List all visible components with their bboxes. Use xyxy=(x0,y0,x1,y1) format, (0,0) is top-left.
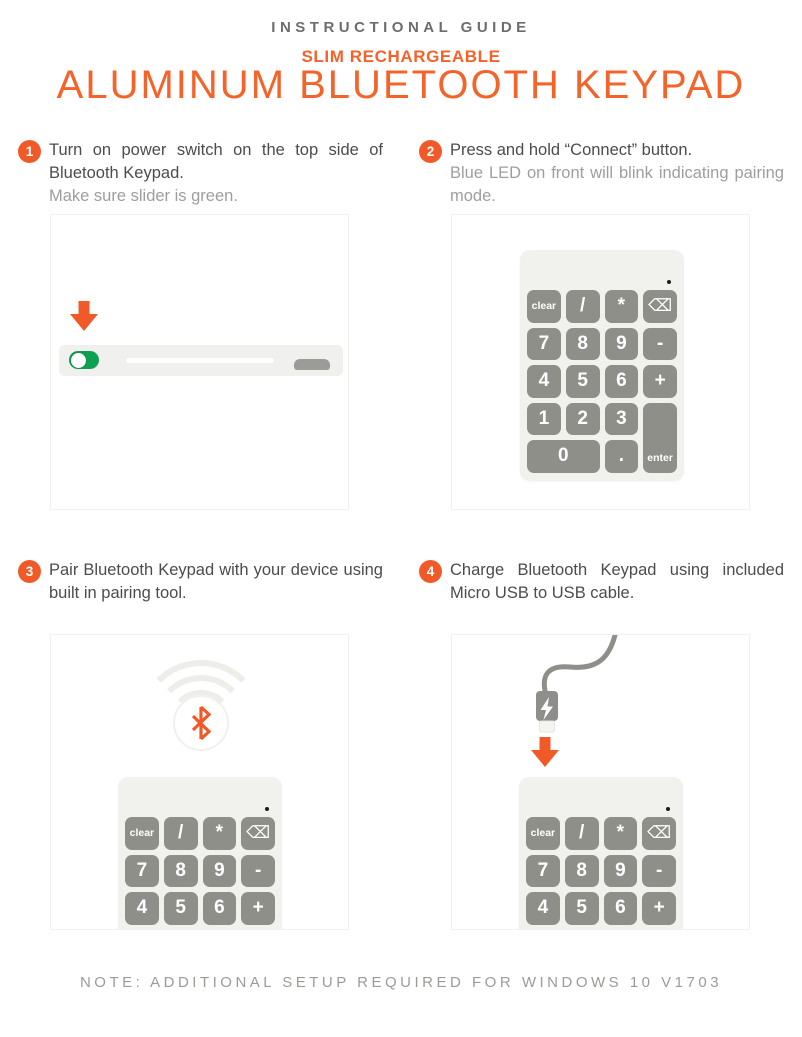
keypad-key-4: 4 xyxy=(527,365,561,398)
keypad-key-9: 9 xyxy=(605,328,639,361)
keypad-key-8: 8 xyxy=(565,855,599,888)
keypad-key-minus: - xyxy=(241,855,275,888)
keypad-key-5: 5 xyxy=(164,892,198,925)
keypad-key-3 xyxy=(203,930,237,931)
keypad-key-8: 8 xyxy=(566,328,600,361)
step-2-subnote: Blue LED on front will blink indicating pairing mode. xyxy=(450,164,784,205)
page-title: ALUMINUM BLUETOOTH KEYPAD xyxy=(56,63,746,107)
keypad-key-clear: clear xyxy=(527,290,561,323)
keypad-key-8: 8 xyxy=(164,855,198,888)
keypad-key-divide: / xyxy=(164,817,198,850)
guide-eyebrow: INSTRUCTIONAL GUIDE xyxy=(271,19,531,36)
keypad-key-9: 9 xyxy=(203,855,237,888)
keypad-key-minus: - xyxy=(643,328,677,361)
keypad-key-decimal: . xyxy=(605,440,639,473)
keypad-key-6: 6 xyxy=(605,365,639,398)
keypad-key-backspace: ⌫ xyxy=(642,817,676,850)
usb-port-icon xyxy=(294,359,330,370)
down-arrow-icon xyxy=(69,301,99,331)
keypad-key-6: 6 xyxy=(604,892,638,925)
step-2 xyxy=(401,139,802,510)
keypad-illustration xyxy=(519,777,683,930)
keypad-key-enter xyxy=(241,930,275,931)
step-3 xyxy=(0,559,401,930)
keypad-key-1 xyxy=(125,930,159,931)
keypad-key-divide: / xyxy=(565,817,599,850)
led-dot-icon xyxy=(666,807,670,811)
step-1-subnote: Make sure slider is green. xyxy=(49,187,238,205)
keypad-key-7: 7 xyxy=(125,855,159,888)
keypad-key-1 xyxy=(526,930,560,931)
illustration-box-keypad xyxy=(451,214,750,510)
keypad-key-4: 4 xyxy=(526,892,560,925)
keypad-key-multiply: * xyxy=(604,817,638,850)
keypad-illustration xyxy=(520,250,684,481)
step-1-text xyxy=(49,139,383,208)
keypad-key-plus: + xyxy=(642,892,676,925)
keypad-key-7: 7 xyxy=(527,328,561,361)
toggle-knob xyxy=(71,353,86,368)
page-header xyxy=(0,0,802,105)
keypad-key-clear: clear xyxy=(125,817,159,850)
keypad-illustration xyxy=(118,777,282,930)
step-4 xyxy=(401,559,802,930)
step-2-head xyxy=(401,139,802,214)
step-4-number-badge: 4 xyxy=(419,560,442,583)
step-4-text xyxy=(450,559,784,605)
steps-grid xyxy=(0,139,802,930)
keypad-key-3: 3 xyxy=(605,403,639,436)
keypad-key-divide: / xyxy=(566,290,600,323)
keypad-key-enter xyxy=(642,930,676,931)
keypad-keys xyxy=(125,817,275,930)
step-1 xyxy=(0,139,401,510)
step-3-instruction: Pair Bluetooth Keypad with your device using built in pairing tool. xyxy=(49,561,383,602)
step-2-number-badge: 2 xyxy=(419,140,442,163)
keypad-keys xyxy=(526,817,676,930)
keypad-key-5: 5 xyxy=(566,365,600,398)
illustration-box-power-switch xyxy=(50,214,349,510)
step-3-number-badge: 3 xyxy=(18,560,41,583)
bluetooth-badge xyxy=(173,695,229,751)
keypad-keys xyxy=(527,290,677,473)
keypad-key-4: 4 xyxy=(125,892,159,925)
keypad-key-7: 7 xyxy=(526,855,560,888)
bluetooth-icon xyxy=(189,705,213,741)
usb-cable-icon xyxy=(452,635,750,735)
down-arrow-icon xyxy=(530,737,560,767)
power-toggle-icon xyxy=(69,351,99,369)
footer-note: NOTE: ADDITIONAL SETUP REQUIRED FOR WINDOWS 10 V1703 xyxy=(79,974,723,991)
step-2-instruction: Press and hold “Connect” button. xyxy=(450,141,693,159)
illustration-box-pairing xyxy=(50,634,349,930)
keypad-key-enter: enter xyxy=(643,403,677,473)
step-3-text xyxy=(49,559,383,605)
step-1-head xyxy=(0,139,401,214)
keypad-key-0: 0 xyxy=(527,440,600,473)
keypad-key-2 xyxy=(565,930,599,931)
keypad-key-2: 2 xyxy=(566,403,600,436)
keypad-key-backspace: ⌫ xyxy=(643,290,677,323)
edge-highlight xyxy=(126,358,274,363)
keypad-key-6: 6 xyxy=(203,892,237,925)
keypad-key-multiply: * xyxy=(605,290,639,323)
keypad-key-clear: clear xyxy=(526,817,560,850)
led-dot-icon xyxy=(667,280,671,284)
keypad-key-plus: + xyxy=(241,892,275,925)
keypad-key-9: 9 xyxy=(604,855,638,888)
step-2-text xyxy=(450,139,784,208)
keypad-key-3 xyxy=(604,930,638,931)
keypad-key-multiply: * xyxy=(203,817,237,850)
keypad-key-5: 5 xyxy=(565,892,599,925)
product-subtitle: SLIM RECHARGEABLE xyxy=(301,47,501,66)
step-1-instruction: Turn on power switch on the top side of Bluetooth Keypad. xyxy=(49,141,383,182)
led-dot-icon xyxy=(265,807,269,811)
keypad-key-minus: - xyxy=(642,855,676,888)
step-1-number-badge: 1 xyxy=(18,140,41,163)
step-3-head xyxy=(0,559,401,634)
step-4-head xyxy=(401,559,802,634)
keypad-key-2 xyxy=(164,930,198,931)
keypad-key-backspace: ⌫ xyxy=(241,817,275,850)
keypad-top-edge xyxy=(59,345,343,376)
step-4-instruction: Charge Bluetooth Keypad using included Micro USB to USB cable. xyxy=(450,561,784,602)
illustration-box-charging xyxy=(451,634,750,930)
keypad-key-1: 1 xyxy=(527,403,561,436)
keypad-key-plus: + xyxy=(643,365,677,398)
